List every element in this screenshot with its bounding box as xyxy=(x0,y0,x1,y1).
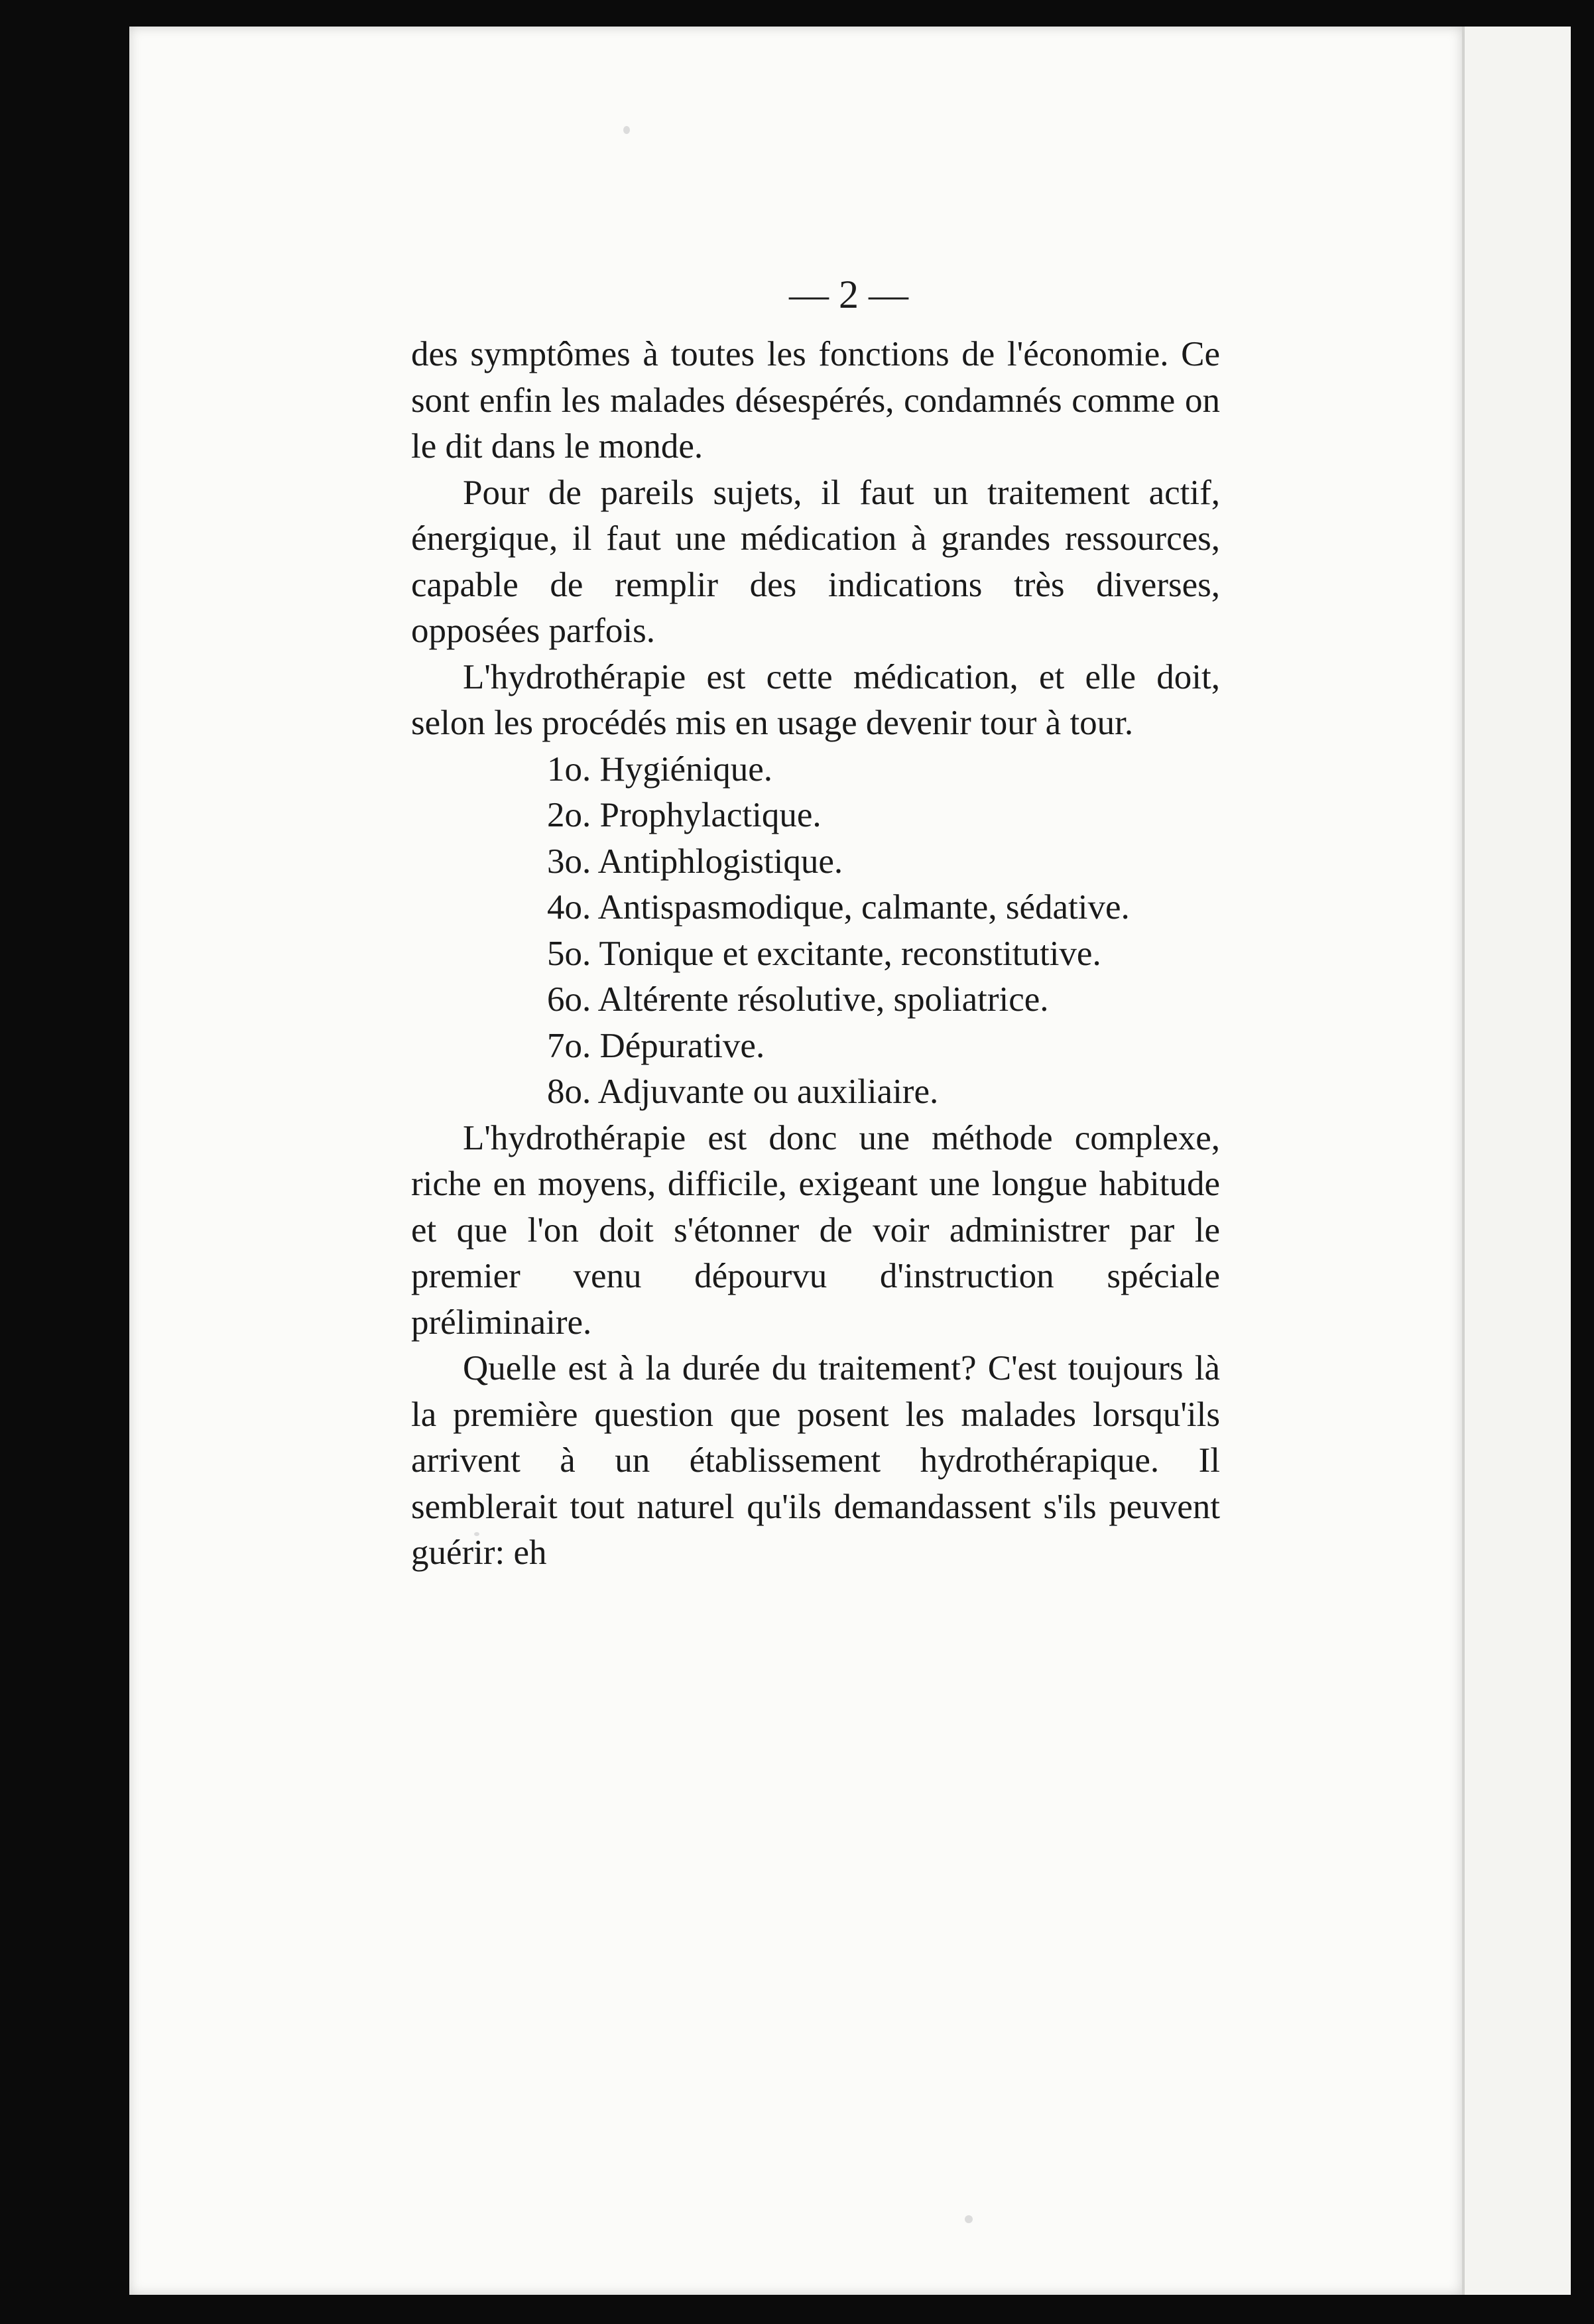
paragraph: Pour de pareils sujets, il faut un traitement actif, énergique, il faut une médication à grandes ressources, capable de remplir des indications très diverses, opposées parfois. xyxy=(411,473,1220,650)
list-item: 5o. Tonique et excitante, reconstitutive. xyxy=(547,934,1101,973)
list-item: 8o. Adjuvante ou auxiliaire. xyxy=(547,1072,939,1111)
paragraph: Quelle est à la durée du traitement? C'est toujours là la première question que posent les malades lorsqu'ils arrivent à un établissement hydrothérapique. Il semblerait tout naturel qu'ils demandassent s'ils peuvent guérir: eh xyxy=(411,1349,1220,1572)
list-item: 6o. Altérente résolutive, spoliatrice. xyxy=(547,980,1049,1019)
scan-speck xyxy=(623,126,630,134)
list-item: 3o. Antiphlogistique. xyxy=(547,842,843,881)
list-item: 7o. Dépurative. xyxy=(547,1026,765,1065)
page-body-text xyxy=(411,332,1220,1577)
list-item: 4o. Antispasmodique, calmante, sédative. xyxy=(547,888,1130,927)
list-item: 2o. Prophylactique. xyxy=(547,796,822,834)
facing-page-edge xyxy=(1462,27,1571,2295)
page-number: — 2 — xyxy=(789,273,908,316)
numbered-list xyxy=(411,747,1220,1116)
paragraph: L'hydrothérapie est donc une méthode complexe, riche en moyens, difficile, exigeant une longue habitude et que l'on doit s'étonner de voir administrer par le premier venu dépourvu d'instruction spéciale préliminaire. xyxy=(411,1118,1220,1342)
scan-speck xyxy=(965,2215,973,2223)
paragraph-continuation: des symptômes à toutes les fonctions de l'économie. Ce sont enfin les malades désespérés, condamnés comme on le dit dans le monde. xyxy=(411,335,1220,466)
paragraph: L'hydrothérapie est cette médication, et elle doit, selon les procédés mis en usage devenir tour à tour. xyxy=(411,657,1220,742)
list-item: 1o. Hygiénique. xyxy=(547,749,773,789)
